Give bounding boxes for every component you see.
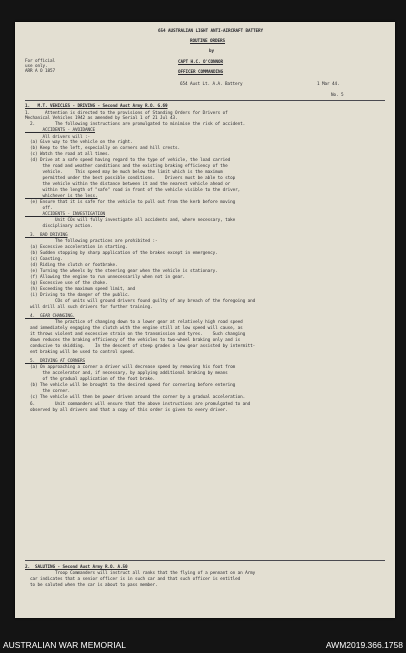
order-line: 1. Attention is directed to the provisions of Standing Orders for Drivers of [25,111,228,116]
order-line: the vehicle within the distance between it and the nearest vehicle ahead or [25,182,231,187]
order-line: (a) Give way to the vehicle on the right. [25,140,133,145]
order-line: (b) Keep to the left, especially on corners and hill crests. [25,146,181,151]
order-line: (g) Excessive use of the choke. [25,281,108,286]
order-line: to be saluted when the car is about to pass member. [25,583,158,588]
order-line: of the gradual application of the foot brake. [25,377,156,382]
officer-name: CAPT H.C. O'CONNOR [178,60,224,65]
order-line: 2. SALUTING - Second Aust Army R.O. A.50 [25,565,128,570]
order-line: (h) Exceeding the maximum speed limit, and [25,287,136,292]
order-line: conducive to skidding. In the descent of steep grades a low gear assisted by intermitt- [25,344,256,349]
order-number: No. 5 [331,93,344,98]
order-line: 3. BAD DRIVING [25,233,68,238]
order-line: (b) Sudden stopping by sharp application of the brakes except in emergency. [25,251,218,256]
order-line: will drill all such drivers for further training. [25,305,153,310]
archive-reference: AWM2019.366.1758 [325,640,403,650]
order-line: All drivers will :- [25,135,91,140]
order-line: The following practices are prohibited :- [25,239,158,244]
order-line: (c) Coasting. [25,257,63,262]
order-line: ACCIDENTS - AVOIDANCE [25,128,96,133]
order-line: vehicle. This speed may be much below the limit which is the maximum [25,170,223,175]
order-line: (i) Driving to the danger of the public. [25,293,131,298]
document-page [15,22,395,618]
order-line: 5. DRIVING AT CORNERS [25,359,86,364]
order-line: (a) On approaching a corner a driver will decrease speed by removing his foot from [25,365,236,370]
order-line: whichever is the less. [25,194,98,199]
archive-name: AUSTRALIAN WAR MEMORIAL [3,640,126,650]
order-line: and immediately engaging the clutch with the engine still at low speed will cause, as [25,326,243,331]
order-line: observed by all drivers and that a copy of this order is given to every driver. [25,408,228,413]
archive-footer [0,624,406,653]
order-line: the road and weather conditions and the existing braking efficiency of the [25,164,228,169]
order-line: (e) Turning the wheels by the steering gear when the vehicle is stationary. [25,269,218,274]
order-line: 1. M.T. VEHICLES - DRIVING - Second Aust Army R.O. G.69 [25,104,168,109]
order-line: within the length of "safe" road in front of the vehicle visible to the driver, [25,188,241,193]
order-date: 1 Mar 44. [317,82,340,87]
order-line: down reduces the braking efficiency of the vehicles to two-wheel braking only and is [25,338,241,343]
unit-short: 654 Aust Lt. A.A. Battery [180,82,243,87]
order-line: (b) The vehicle will be brought to the desired speed for cornering before entering [25,383,236,388]
order-line: 6. Unit commanders will ensure that the above instructions are promulgated to and [25,402,251,407]
order-line: Troop Commanders will instruct all ranks that the flying of a pennant on an Army [25,571,256,576]
by-label: by [209,49,215,54]
document-title: ROUTINE ORDERS [190,39,226,44]
order-line: (d) Riding the clutch or footbrake. [25,263,118,268]
order-line: (c) The vehicle will then be power driven around the corner by a gradual acceleration. [25,395,246,400]
order-line: permitted under the best possible conditions. Drivers must be able to stop [25,176,236,181]
order-line: ACCIDENTS - INVESTIGATION [25,212,106,217]
order-line: The practice of changing down to a lower gear at relatively high road speed [25,320,243,325]
order-line: Unit COs will fully investigate all accidents and, where necessary, take [25,218,236,223]
order-line: the corner. [25,389,71,394]
restriction-stamp: ARR A O 1857 [25,69,56,74]
divider [25,100,385,101]
order-line: (c) Watch the road at all times. [25,152,111,157]
order-line: the accelerator and, if necessary, by applying additional braking by means [25,371,228,376]
order-line: car indicates that a senior officer is in such car and that such officer is entitled [25,577,241,582]
unit-heading: 654 AUSTRALIAN LIGHT ANTI-AIRCRAFT BATTERY [158,29,264,34]
restriction-line-1: For official [25,59,56,64]
order-line: Mechanical Vehicles 1942 as amended by Serial 1 of 21 Jul 43. [25,116,178,121]
order-line: COs of units will ground drivers found guilty of any breach of the foregoing and [25,299,256,304]
order-line: ent braking will be used to control speed. [25,350,136,355]
order-line: off. [25,206,53,211]
order-line: (f) Allowing the engine to run unnecessarily when not in gear. [25,275,186,280]
order-line: 4. GEAR CHANGING. [25,314,76,319]
order-line: it throws violent and excessive strain on the transmission and tyres. Such changing [25,332,246,337]
order-line: (a) Excessive acceleration in starting. [25,245,128,250]
order-line: (e) Ensure that it is safe for the vehicle to pull out from the kerb before moving [25,200,236,205]
restriction-line-2: use only. [25,64,48,69]
order-line: 2. The following instructions are promulgated to minimise the risk of accident. [25,122,246,127]
order-line: (d) Drive at a safe speed having regard to the type of vehicle, the load carried [25,158,231,163]
divider [25,560,385,561]
order-line: disciplinary action. [25,224,93,229]
officer-role: OFFICER COMMANDING [178,70,224,75]
